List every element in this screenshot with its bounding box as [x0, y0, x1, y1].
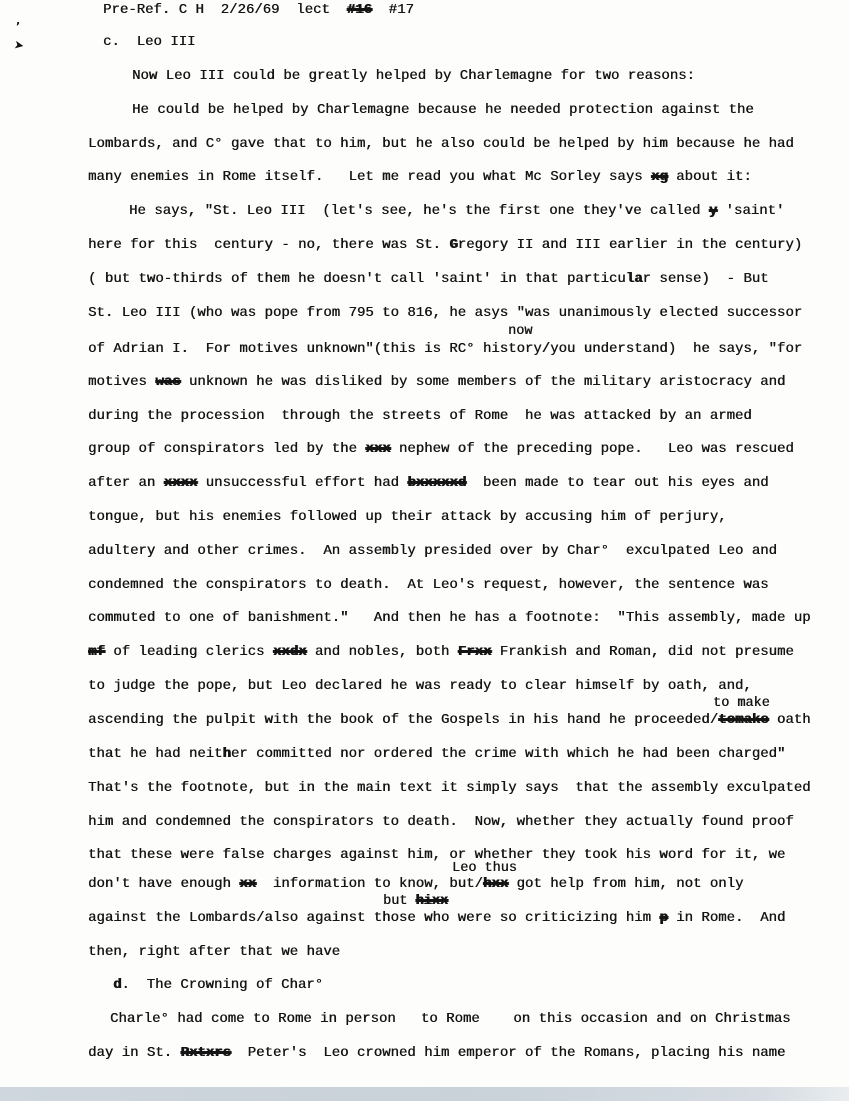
text-segment: ascending the pulpit with the book of the Gospels in his hand he proceeded/ [88, 712, 719, 728]
text-segment: don't have enough [88, 876, 240, 892]
text-line [88, 712, 811, 729]
text-segment: . The Crowning of Char° [121, 977, 324, 993]
text-line [88, 610, 811, 627]
text-line [88, 509, 727, 526]
overstruck-text: p [659, 910, 668, 926]
text-segment: been made to tear out his eyes and [466, 475, 769, 491]
text-line [88, 441, 794, 458]
text-segment: to judge the pope, but Leo declared he was ready to clear himself by oath, and, [88, 678, 752, 694]
text-segment: He could be helped by Charlemagne because he needed protection against the [132, 102, 754, 118]
text-line [88, 341, 802, 358]
text-segment: to make [713, 696, 770, 711]
text-segment: unknown he was disliked by some members of the military aristocracy and [180, 374, 786, 390]
text-segment: that he had neit [88, 746, 223, 762]
text-segment: motives [88, 374, 156, 390]
text-line [88, 271, 769, 288]
overstruck-text: #16 [346, 2, 372, 18]
text-segment: Pre-Ref. C H 2/26/69 lect [103, 2, 347, 18]
text-segment: in Rome. And [667, 910, 786, 926]
text-segment: Charle° had come to Rome in person to Rome on this occasion and on Christmas [110, 1011, 791, 1027]
text-segment: adultery and other crimes. An assembly presided over by Char° exculpated Leo and [88, 543, 777, 559]
text-segment: oath [768, 712, 811, 728]
overstruck-text: y [708, 203, 718, 219]
overstruck-text: xxx [365, 441, 391, 457]
overstruck-text: bxxxxxd [407, 475, 467, 491]
text-segment: Now Leo III could be greatly helped by Charlemagne for two reasons: [132, 68, 695, 84]
overtyped-text: h [222, 746, 231, 762]
text-segment: group of conspirators led by the [88, 441, 366, 457]
text-segment: tongue, but his enemies followed up their attack by accusing him of perjury, [88, 509, 727, 525]
text-segment: and nobles, both [306, 644, 458, 660]
text-line [88, 644, 794, 661]
text-segment: him and condemned the conspirators to death. Now, whether they actually found proof [88, 814, 794, 830]
text-segment: during the procession through the streets of Rome he was attacked by an armed [88, 408, 752, 424]
text-segment: of leading clerics [104, 644, 273, 660]
section-heading-c [103, 34, 195, 51]
text-segment: then, right after that we have [88, 944, 341, 960]
text-line [88, 305, 802, 322]
text-line [129, 203, 784, 220]
text-segment: St. Leo III (who was pope from 795 to 816, he asys "was unanimously elected successor [88, 305, 803, 321]
text-segment: #17 [371, 2, 414, 18]
text-segment: unsuccessful effort had [197, 475, 408, 491]
text-segment: commuted to one of banishment." And then he has a footnote: "This assembly, made up [88, 610, 811, 626]
text-line [88, 746, 785, 763]
text-segment: c. Leo III [103, 34, 196, 50]
text-segment: many enemies in Rome itself. Let me read you what Mc Sorley says [88, 169, 651, 185]
text-line [132, 102, 754, 119]
overstruck-text: Rxtxrs [180, 1045, 231, 1061]
text-segment: got help from him, not only [508, 876, 744, 892]
text-line [88, 780, 811, 797]
overstruck-text: xxdx [272, 644, 307, 660]
text-segment: day in St. [88, 1045, 181, 1061]
text-line [88, 678, 752, 695]
text-line [88, 910, 785, 927]
section-heading-d [113, 977, 323, 994]
text-segment: about it: [667, 169, 752, 185]
text-segment: regory II and III earlier in the century) [457, 237, 803, 253]
text-segment: Frankish and Roman, did not presume [491, 644, 794, 660]
text-segment: nephew of the preceding pope. Leo was rescued [390, 441, 794, 457]
text-line [88, 475, 769, 492]
text-line [88, 169, 752, 186]
text-segment: against the Lombards/also against those who were so criticizing him [88, 910, 660, 926]
text-line [88, 136, 794, 153]
overtyped-text: d [113, 977, 122, 993]
inserted-text-line [713, 695, 770, 712]
overtyped-text: G [449, 237, 458, 253]
text-segment: but [383, 894, 416, 909]
text-segment: He says, "St. Leo III (let's see, he's the first one they've called [129, 203, 709, 219]
text-segment: that these were false charges against him, or whether they took his word for it, we [88, 847, 786, 863]
text-segment: Lombards, and C° gave that to him, but he also could be helped by him because he had [88, 136, 794, 152]
overtyped-text: la [625, 271, 643, 287]
text-line [88, 374, 785, 391]
inserted-text-line [452, 860, 517, 877]
text-line [88, 408, 752, 425]
overstruck-text: mf [88, 644, 105, 660]
overstruck-text: xxxx [163, 475, 198, 491]
text-line [88, 944, 340, 961]
text-line [88, 876, 743, 893]
text-segment: That's the footnote, but in the main text it simply says that the assembly exculpated [88, 780, 811, 796]
handwritten-arrow-mark: ➤ [12, 37, 26, 53]
overstruck-text: tomake [718, 712, 769, 728]
overstruck-text: xx [239, 876, 257, 892]
text-segment: ( but two-thirds of them he doesn't call 'saint' in that particu [88, 271, 626, 287]
text-segment: Peter's Leo crowned him emperor of the Romans, placing his name [230, 1045, 786, 1061]
overstruck-text: hixx [415, 894, 448, 909]
text-segment: of Adrian I. For motives unknown"(this is RC° history/you understand) he says, "for [88, 341, 803, 357]
text-segment: after an [88, 475, 164, 491]
text-line [110, 1011, 791, 1028]
text-line [88, 814, 794, 831]
handwritten-tick-mark: ’ [16, 20, 21, 33]
text-segment: now [508, 324, 533, 339]
text-line [88, 1045, 785, 1062]
text-line [88, 543, 777, 560]
text-segment: r sense) - But [642, 271, 769, 287]
inserted-text-line [508, 323, 532, 340]
text-segment: information to know, but/ [256, 876, 483, 892]
scan-artifact-bottom-band [0, 1087, 849, 1101]
text-line [88, 847, 785, 864]
text-segment: Leo thus [452, 861, 517, 876]
inserted-text-line [383, 893, 448, 910]
overstruck-text: xg [650, 169, 668, 185]
text-line [132, 68, 695, 85]
header-line [103, 2, 414, 19]
overstruck-text: hxx [482, 876, 509, 892]
overstruck-text: was [155, 374, 181, 390]
text-segment: condemned the conspirators to death. At Leo's request, however, the sentence was [88, 577, 769, 593]
text-segment: er committed nor ordered the crime with which he had been charged" [230, 746, 786, 762]
overstruck-text: Frxx [457, 644, 492, 660]
text-line [88, 577, 769, 594]
text-segment: here for this century - no, there was St. [88, 237, 450, 253]
text-segment: 'saint' [717, 203, 785, 219]
text-line [88, 237, 802, 254]
